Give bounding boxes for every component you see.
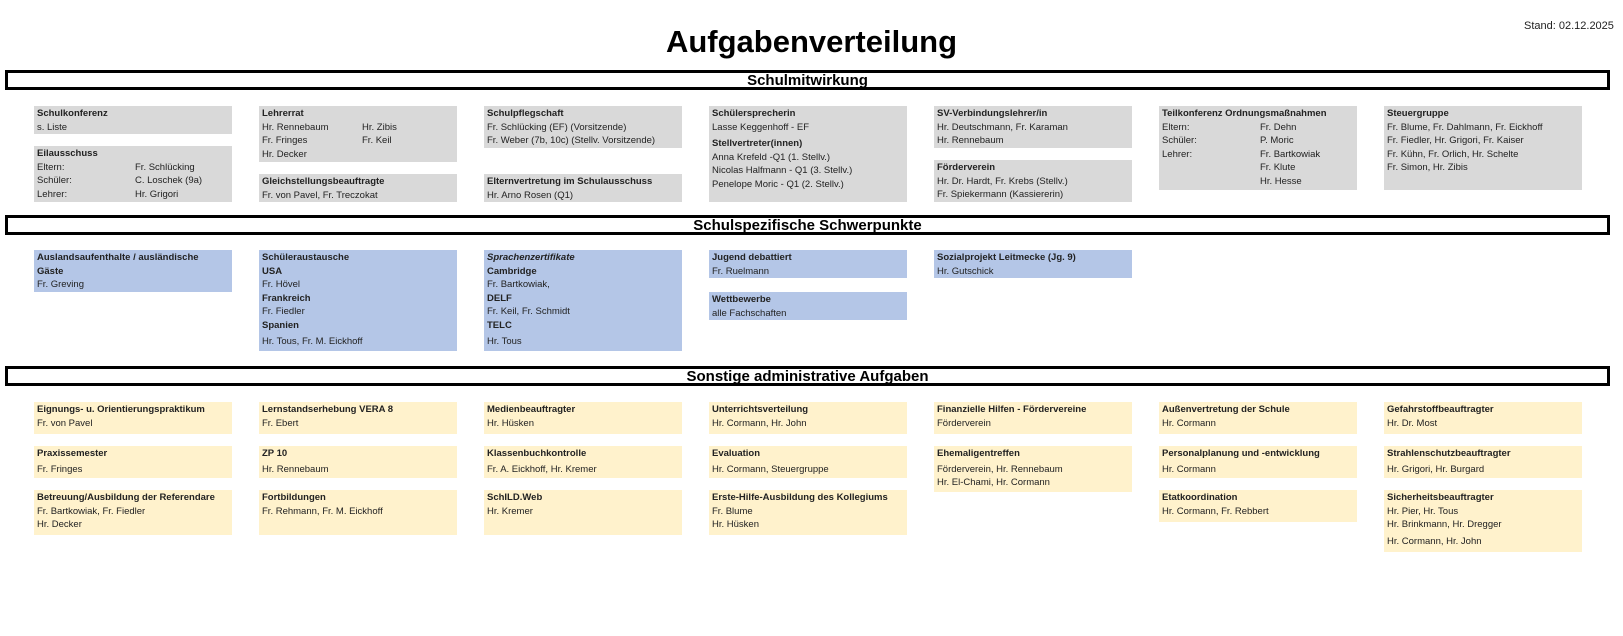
card-klassenbuchkontrolle bbox=[484, 446, 682, 478]
card-text: Hr. Rennebaum bbox=[262, 463, 329, 475]
card-text: Hr. Arno Rosen (Q1) bbox=[487, 189, 574, 201]
value: C. Loschek (9a) bbox=[135, 175, 203, 186]
card-schueleraustausche bbox=[259, 250, 457, 351]
label: Schüler: bbox=[1162, 135, 1197, 146]
label: Eltern: bbox=[37, 161, 65, 173]
card-title: Wettbewerbe bbox=[712, 294, 771, 305]
card-title: Lernstandserhebung VERA 8 bbox=[262, 404, 394, 415]
card-title: Sozialprojekt Leitmecke (Jg. 9) bbox=[937, 252, 1076, 263]
card-text: Hr. Cormann, Steuergruppe bbox=[712, 463, 829, 475]
card-subtitle: Stellvertreter(innen) bbox=[712, 138, 803, 149]
card-title: Steuergruppe bbox=[1387, 108, 1449, 119]
card-text: Fr. A. Eickhoff, Hr. Kremer bbox=[487, 463, 597, 475]
card-title: Elternvertretung im Schulausschuss bbox=[487, 176, 653, 187]
card-sozialprojekt bbox=[934, 250, 1132, 278]
card-text: Hr. Tous, Fr. M. Eickhoff bbox=[262, 336, 363, 347]
card-betreuung-referendare bbox=[34, 490, 232, 535]
card-title: Finanzielle Hilfen - Fördervereine bbox=[937, 404, 1087, 415]
card-text: Fr. Weber (7b, 10c) (Stellv. Vorsitzende) bbox=[487, 135, 656, 146]
card-finanzielle-hilfen bbox=[934, 402, 1132, 434]
card-text: Hr. Cormann bbox=[1162, 417, 1216, 429]
card-praxissemester bbox=[34, 446, 232, 478]
card-text: Nicolas Halfmann - Q1 (3. Stellv.) bbox=[712, 165, 853, 176]
card-schulkonferenz bbox=[34, 106, 232, 134]
card-text: Fr. Fringes bbox=[37, 463, 83, 475]
card-text: Fr. Simon, Hr. Zibis bbox=[1387, 162, 1468, 173]
card-text: Fr. Bartkowiak, Fr. Fiedler bbox=[37, 505, 146, 517]
card-title: Klassenbuchkontrolle bbox=[487, 448, 587, 459]
card-text: Hr. Kremer bbox=[487, 505, 533, 517]
card-title: Betreuung/Ausbildung der Referendare bbox=[37, 492, 215, 503]
card-jugend-debattiert bbox=[709, 250, 907, 278]
member: Hr. Decker bbox=[262, 148, 307, 160]
card-text: Fr. Keil, Fr. Schmidt bbox=[487, 306, 570, 317]
card-schulpflegschaft bbox=[484, 106, 682, 148]
card-aussenvertretung bbox=[1159, 402, 1357, 434]
card-title: Schüleraustausche bbox=[262, 252, 350, 263]
card-text: Hr. Dr. Hardt, Fr. Krebs (Stellv.) bbox=[937, 175, 1068, 187]
card-title: Strahlenschutzbeauftragter bbox=[1387, 448, 1511, 459]
card-title: Evaluation bbox=[712, 448, 761, 459]
card-text: Lasse Keggenhoff - EF bbox=[712, 121, 809, 133]
card-text: Hr. Tous bbox=[487, 336, 522, 347]
card-text: Hr. Cormann, Fr. Rebbert bbox=[1162, 505, 1269, 517]
card-title: Schulpflegschaft bbox=[487, 108, 564, 119]
card-subtitle: Spanien bbox=[262, 319, 299, 331]
card-title: Sprachenzertifikate bbox=[487, 252, 575, 263]
card-text: s. Liste bbox=[37, 121, 68, 133]
card-text: Fr. von Pavel bbox=[37, 417, 93, 429]
card-title: Gleichstellungsbeauftragte bbox=[262, 176, 385, 187]
card-subtitle: Cambridge bbox=[487, 265, 537, 277]
card-text: Hr. Cormann, Hr. John bbox=[712, 417, 807, 429]
card-text: Fr. von Pavel, Fr. Treczokat bbox=[262, 189, 378, 201]
label: Schüler: bbox=[37, 175, 72, 186]
section-header-sonstige: Sonstige administrative Aufgaben bbox=[5, 366, 1610, 386]
card-text: Hr. Dr. Most bbox=[1387, 417, 1438, 429]
card-wettbewerbe bbox=[709, 292, 907, 320]
card-fortbildungen bbox=[259, 490, 457, 535]
card-medienbeauftragter bbox=[484, 402, 682, 434]
card-title: Schülersprecherin bbox=[712, 108, 796, 119]
card-text: Fr. Fiedler bbox=[262, 306, 305, 317]
card-title: Schulkonferenz bbox=[37, 108, 108, 119]
member: Fr. Fringes bbox=[262, 135, 308, 146]
member: Hr. Rennebaum bbox=[262, 121, 329, 133]
card-auslandsaufenthalte bbox=[34, 250, 232, 292]
card-text: Fr. Schlücking (EF) (Vorsitzende) bbox=[487, 121, 627, 133]
card-sv-verbindungslehrer bbox=[934, 106, 1132, 148]
card-title: Gäste bbox=[37, 265, 64, 277]
card-text: Hr. Rennebaum bbox=[937, 135, 1004, 146]
card-title: Personalplanung und -entwicklung bbox=[1162, 448, 1320, 459]
card-text: Hr. Cormann bbox=[1162, 463, 1216, 475]
card-etatkoordination bbox=[1159, 490, 1357, 522]
card-title: SchILD.Web bbox=[487, 492, 543, 503]
card-text: Fr. Blume bbox=[712, 505, 753, 517]
card-text: Fr. Ruelmann bbox=[712, 265, 770, 277]
card-unterrichtsverteilung bbox=[709, 402, 907, 434]
label: Eltern: bbox=[1162, 121, 1190, 133]
member: Hr. Zibis bbox=[362, 121, 397, 133]
card-title: Medienbeauftragter bbox=[487, 404, 576, 415]
card-subtitle: TELC bbox=[487, 319, 512, 331]
card-ehemaligentreffen bbox=[934, 446, 1132, 492]
card-text: Hr. Decker bbox=[37, 519, 82, 530]
card-text: Hr. Deutschmann, Fr. Karaman bbox=[937, 121, 1068, 133]
card-title: Praxissemester bbox=[37, 448, 108, 459]
card-title: Unterrichtsverteilung bbox=[712, 404, 809, 415]
stand-date: Stand: 02.12.2025 bbox=[1524, 20, 1614, 32]
card-lehrerrat bbox=[259, 106, 457, 162]
card-title: Außenvertretung der Schule bbox=[1162, 404, 1290, 415]
card-title: Gefahrstoffbeauftragter bbox=[1387, 404, 1494, 415]
card-strahlenschutz bbox=[1384, 446, 1582, 478]
card-title: Etatkoordination bbox=[1162, 492, 1238, 503]
card-text: Hr. El-Chami, Hr. Cormann bbox=[937, 477, 1050, 488]
card-erste-hilfe bbox=[709, 490, 907, 535]
card-subtitle: USA bbox=[262, 265, 283, 277]
card-title: Teilkonferenz Ordnungsmaßnahmen bbox=[1162, 108, 1327, 119]
card-personalplanung bbox=[1159, 446, 1357, 478]
card-text: Fr. Rehmann, Fr. M. Eickhoff bbox=[262, 505, 383, 517]
card-vera bbox=[259, 402, 457, 434]
card-subtitle: Frankreich bbox=[262, 292, 311, 304]
card-text: Penelope Moric - Q1 (2. Stellv.) bbox=[712, 178, 844, 190]
card-text: Fr. Greving bbox=[37, 279, 84, 290]
card-text: Fr. Spiekermann (Kassiererin) bbox=[937, 189, 1064, 200]
value: Hr. Grigori bbox=[135, 188, 179, 200]
value: Fr. Klute bbox=[1260, 162, 1296, 173]
card-subtitle: DELF bbox=[487, 292, 512, 304]
label: Lehrer: bbox=[37, 188, 68, 200]
card-title: SV-Verbindungslehrer/in bbox=[937, 108, 1048, 119]
member: Fr. Keil bbox=[362, 135, 392, 146]
card-text: Fr. Blume, Fr. Dahlmann, Fr. Eickhoff bbox=[1387, 121, 1543, 133]
card-text: Fr. Hövel bbox=[262, 279, 301, 290]
card-steuergruppe bbox=[1384, 106, 1582, 190]
card-text: Hr. Cormann, Hr. John bbox=[1387, 535, 1482, 547]
card-title: Ehemaligentreffen bbox=[937, 448, 1020, 459]
card-text: Anna Krefeld -Q1 (1. Stellv.) bbox=[712, 151, 831, 163]
card-schuelersprecherin bbox=[709, 106, 907, 202]
label: Lehrer: bbox=[1162, 148, 1193, 160]
card-schild-web bbox=[484, 490, 682, 535]
card-title: Auslandsaufenthalte / ausländische bbox=[37, 252, 199, 263]
card-evaluation bbox=[709, 446, 907, 478]
card-title: Fortbildungen bbox=[262, 492, 326, 503]
card-text: Hr. Gutschick bbox=[937, 265, 994, 277]
card-text: Förderverein bbox=[937, 417, 991, 429]
card-foerderverein bbox=[934, 160, 1132, 202]
card-title: Eilausschuss bbox=[37, 148, 98, 159]
card-teilkonferenz bbox=[1159, 106, 1357, 190]
value: Fr. Bartkowiak bbox=[1260, 148, 1321, 160]
card-title: Jugend debattiert bbox=[712, 252, 792, 263]
card-text: Fr. Bartkowiak, bbox=[487, 279, 550, 290]
card-title: Erste-Hilfe-Ausbildung des Kollegiums bbox=[712, 492, 888, 503]
card-eignungspraktikum bbox=[34, 402, 232, 434]
card-text: Hr. Hüsken bbox=[712, 519, 759, 530]
card-title: ZP 10 bbox=[262, 448, 288, 459]
card-title: Förderverein bbox=[937, 162, 996, 173]
card-title: Lehrerrat bbox=[262, 108, 304, 119]
card-text: Fr. Kühn, Fr. Orlich, Hr. Schelte bbox=[1387, 148, 1519, 160]
card-gleichstellung bbox=[259, 174, 457, 202]
section-header-schwerpunkte: Schulspezifische Schwerpunkte bbox=[5, 215, 1610, 235]
card-text: Hr. Pier, Hr. Tous bbox=[1387, 505, 1459, 517]
value: Fr. Schlücking bbox=[135, 161, 195, 173]
card-text: Fr. Fiedler, Hr. Grigori, Fr. Kaiser bbox=[1387, 135, 1524, 146]
value: Hr. Hesse bbox=[1260, 175, 1302, 187]
card-text: Fr. Ebert bbox=[262, 417, 299, 429]
card-text: alle Fachschaften bbox=[712, 307, 787, 319]
value: P. Moric bbox=[1260, 135, 1294, 146]
card-gefahrstoff bbox=[1384, 402, 1582, 434]
card-elternvertretung bbox=[484, 174, 682, 202]
card-text: Hr. Hüsken bbox=[487, 417, 534, 429]
card-sicherheit bbox=[1384, 490, 1582, 552]
card-text: Hr. Grigori, Hr. Burgard bbox=[1387, 463, 1485, 475]
card-title: Sicherheitsbeauftragter bbox=[1387, 492, 1494, 503]
page-title: Aufgabenverteilung bbox=[665, 24, 958, 59]
section-header-schulmitwirkung: Schulmitwirkung bbox=[5, 70, 1610, 90]
card-eilausschuss bbox=[34, 146, 232, 202]
card-title: Eignungs- u. Orientierungspraktikum bbox=[37, 404, 205, 415]
value: Fr. Dehn bbox=[1260, 121, 1297, 133]
card-zp10 bbox=[259, 446, 457, 478]
card-sprachenzertifikate bbox=[484, 250, 682, 351]
card-text: Hr. Brinkmann, Hr. Dregger bbox=[1387, 519, 1502, 530]
card-text: Förderverein, Hr. Rennebaum bbox=[937, 463, 1063, 475]
